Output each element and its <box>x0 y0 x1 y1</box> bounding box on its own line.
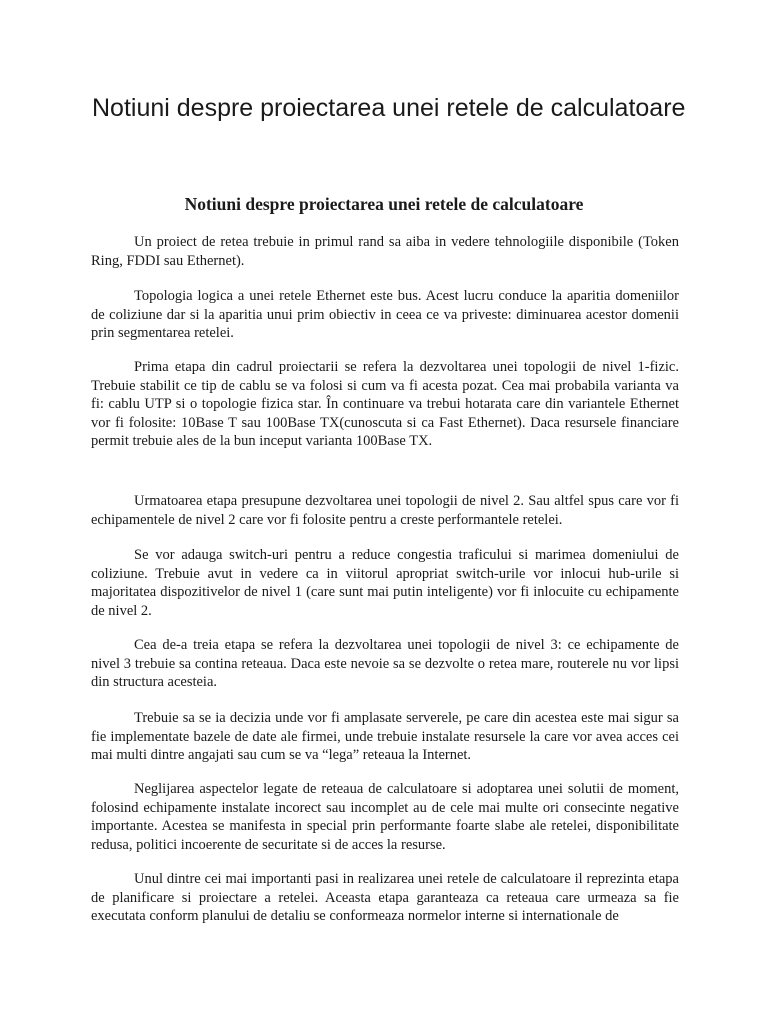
document-title: Notiuni despre proiectarea unei retele de calculatoare <box>92 94 686 122</box>
paragraph-servers: Trebuie sa se ia decizia unde vor fi amplasate serverele, pe care din acestea este mai sigur sa fie implementate bazele de date ale firmei, unde trebuie instalate resursele la care vor avea acces cei mai multi dintre angajati sau cum se va “lega” reteaua la Internet. <box>91 710 679 763</box>
paragraph-level1-topology: Prima etapa din cadrul proiectarii se refera la dezvoltarea unei topologii de nivel 1-fizic. Trebuie stabilit ce tip de cablu se va folosi si cum va fi acesta pozat. Cea mai probabila varianta va fi: cablu UTP si o topologie fizica star. În continuare va trebui hotarata care din variantele Ethernet vor fi folosite: 10Base T sau 100Base TX(cunoscuta si ca Fast Ethernet). Daca resursele financiare permit trebuie ales de la bun inceput varianta 100Base TX. <box>91 359 679 449</box>
paragraph-level2-topology: Urmatoarea etapa presupune dezvoltarea unei topologii de nivel 2. Sau altfel spus care vor fi echipamentele de nivel 2 care vor fi folosite pentru a creste performantele retelei. <box>91 493 679 528</box>
paragraph-switches: Se vor adauga switch-uri pentru a reduce congestia traficului si marimea domeniului de coliziune. Trebuie avut in vedere ca in viitorul apropriat switch-urile vor inlocui hub-urile si majoritatea dispozitivelor de nivel 1 (care sunt mai putin inteligente) vor fi inlocuite cu echipamente de nivel 2. <box>91 547 679 619</box>
paragraph-technologies: Un proiect de retea trebuie in primul rand sa aiba in vedere tehnologiile disponibile (Token Ring, FDDI sau Ethernet). <box>91 234 679 269</box>
paragraph-planning: Unul dintre cei mai importanti pasi in realizarea unei retele de calculatoare il reprezinta etapa de planificare si proiectare a retelei. Aceasta etapa garanteaza ca reteaua care urmeaza sa fie executata conform planului de detaliu se conformeaza normelor interne si internationale de <box>91 871 679 924</box>
section-heading: Notiuni despre proiectarea unei retele de calculatoare <box>184 194 584 214</box>
paragraph-level3-topology: Cea de-a treia etapa se refera la dezvoltarea unei topologii de nivel 3: ce echipamente de nivel 3 trebuie sa contina reteaua. Daca este nevoie sa se dezvolte o retea mare, routerele nu vor lipsi din structura acesteia. <box>91 637 679 690</box>
paragraph-logical-topology: Topologia logica a unei retele Ethernet este bus. Acest lucru conduce la aparitia domeniilor de coliziune dar si la aparitia unui prim obiectiv in ceea ce va priveste: diminuarea acestor domenii prin segmentarea retelei. <box>91 288 679 341</box>
paragraph-neglect: Neglijarea aspectelor legate de reteaua de calculatoare si adoptarea unei solutii de moment, folosind echipamente instalate incorect sau incomplet au de cele mai multe ori consecinte negative importante. Acestea se manifesta in special prin performante foarte slabe ale retelei, disponibilitate redusa, politici incoerente de securitate si de acces la resurse. <box>91 781 679 853</box>
